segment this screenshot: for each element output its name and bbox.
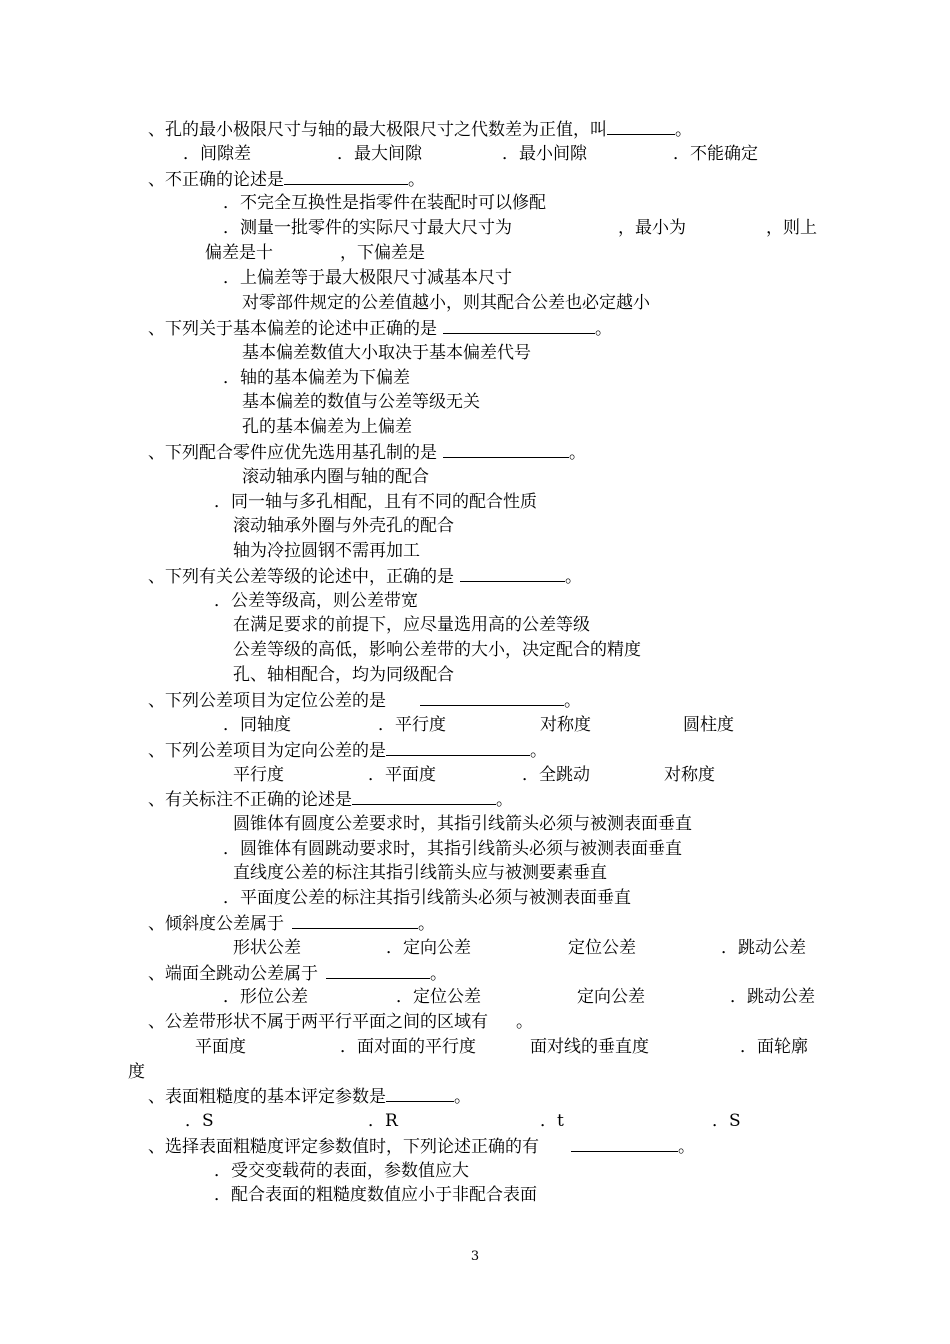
answer-blank (571, 1135, 678, 1152)
question-3: 、下列关于基本偏差的论述中正确的是 。 (148, 319, 612, 339)
page-number: 3 (470, 1249, 480, 1264)
option-c: 公差等级的高低，影响公差带的大小，决定配合的精度 (233, 640, 641, 660)
option-d-continued: 度 (128, 1062, 145, 1082)
option-d: 圆柱度 (683, 715, 734, 735)
question-stem: 、不正确的论述是 (148, 170, 284, 190)
option-a: ．形位公差 (223, 987, 308, 1007)
option-a: 圆锥体有圆度公差要求时，其指引线箭头必须与被测表面垂直 (233, 814, 692, 834)
option-b: ．同一轴与多孔相配，且有不同的配合性质 (214, 492, 537, 512)
question-8: 、有关标注不正确的论述是 。 (148, 790, 513, 810)
question-6: 、下列公差项目为定位公差的是 。 (148, 691, 581, 711)
option-d: 孔、轴相配合，均为同级配合 (233, 665, 454, 685)
question-4: 、下列配合零件应优先选用基孔制的是 。 (148, 443, 586, 463)
answer-blank (352, 788, 496, 805)
question-5: 、下列有关公差等级的论述中，正确的是 。 (148, 567, 582, 587)
question-7: 、下列公差项目为定向公差的是 。 (148, 741, 547, 761)
option-a: ．受交变载荷的表面，参数值应大 (214, 1161, 469, 1181)
option-a: 滚动轴承内圈与轴的配合 (242, 467, 429, 487)
option-a: ．同轴度 (223, 715, 291, 735)
question-stem: 、下列配合零件应优先选用基孔制的是 (148, 443, 437, 463)
option-c: 定向公差 (577, 987, 645, 1007)
option-a: 基本偏差数值大小取决于基本偏差代号 (242, 343, 531, 363)
question-stem: 、端面全跳动公差属于 (148, 964, 318, 984)
option-b: ．定向公差 (386, 938, 471, 958)
answer-blank (326, 962, 430, 979)
option-c: ．最小间隙 (502, 144, 587, 164)
option-b: ．轴的基本偏差为下偏差 (223, 368, 410, 388)
option-b: ．面对面的平行度 (340, 1037, 476, 1057)
option-d: 轴为冷拉圆钢不需再加工 (233, 541, 420, 561)
answer-blank (284, 168, 408, 185)
option-d: ．跳动公差 (721, 938, 806, 958)
option-c: 直线度公差的标注其指引线箭头应与被测要素垂直 (233, 863, 607, 883)
question-2: 、不正确的论述是 。 (148, 170, 425, 190)
question-stem: 、下列公差项目为定位公差的是 (148, 691, 386, 711)
question-stem: 、孔的最小极限尺寸与轴的最大极限尺寸之代数差为正值，叫 (148, 120, 607, 140)
question-11: 、公差带形状不属于两平行平面之间的区域有 。 (148, 1012, 533, 1032)
option-d: 对零部件规定的公差值越小，则其配合公差也必定越小 (242, 293, 650, 313)
question-stem: 、选择表面粗糙度评定参数值时，下列论述正确的有 (148, 1137, 539, 1157)
question-stem: 、有关标注不正确的论述是 (148, 790, 352, 810)
question-1: 、孔的最小极限尺寸与轴的最大极限尺寸之代数差为正值，叫 。 (148, 120, 692, 140)
option-b: ．圆锥体有圆跳动要求时，其指引线箭头必须与被测表面垂直 (223, 839, 682, 859)
answer-blank (607, 118, 675, 135)
option-b: ．最大间隙 (337, 144, 422, 164)
option-b-part: 偏差是十 (205, 243, 273, 263)
answer-blank (443, 317, 595, 334)
option-c: 基本偏差的数值与公差等级无关 (242, 392, 480, 412)
answer-blank (420, 689, 564, 706)
option-d: ．平面度公差的标注其指引线箭头必须与被测表面垂直 (223, 888, 631, 908)
option-c: 对称度 (540, 715, 591, 735)
option-c: ．t (540, 1111, 564, 1131)
option-d: ．跳动公差 (730, 987, 815, 1007)
option-b: ．配合表面的粗糙度数值应小于非配合表面 (214, 1185, 537, 1205)
option-d: ．不能确定 (673, 144, 758, 164)
option-c: 滚动轴承外圈与外壳孔的配合 (233, 516, 454, 536)
answer-blank (386, 739, 530, 756)
option-b-part: ，下偏差是 (340, 243, 425, 263)
option-b-part: ，则上 (766, 218, 817, 238)
answer-blank (292, 912, 418, 929)
option-b: ．平面度 (368, 765, 436, 785)
option-a: 平面度 (195, 1037, 246, 1057)
option-b: 在满足要求的前提下，应尽量选用高的公差等级 (233, 615, 590, 635)
option-d: ．S (712, 1111, 741, 1131)
answer-blank (443, 441, 569, 458)
option-c: 面对线的垂直度 (530, 1037, 649, 1057)
option-b: ．测量一批零件的实际尺寸最大尺寸为 (223, 218, 512, 238)
option-d: 对称度 (664, 765, 715, 785)
option-c: 定位公差 (568, 938, 636, 958)
question-stem: 、下列关于基本偏差的论述中正确的是 (148, 319, 437, 339)
option-d: ．面轮廓 (740, 1037, 808, 1057)
answer-blank (460, 565, 565, 582)
answer-blank (386, 1085, 454, 1102)
option-c: ．上偏差等于最大极限尺寸减基本尺寸 (223, 268, 512, 288)
option-b-part: ，最小为 (618, 218, 686, 238)
question-13: 、选择表面粗糙度评定参数值时，下列论述正确的有 。 (148, 1137, 695, 1157)
option-b: ．平行度 (378, 715, 446, 735)
question-9: 、倾斜度公差属于 。 (148, 914, 435, 934)
question-stem: 、下列有关公差等级的论述中，正确的是 (148, 567, 454, 587)
option-a: ．间隙差 (183, 144, 251, 164)
option-b: ．R (368, 1111, 398, 1131)
option-d: 孔的基本偏差为上偏差 (242, 417, 412, 437)
option-c: ．全跳动 (522, 765, 590, 785)
question-stem: 、公差带形状不属于两平行平面之间的区域有 (148, 1012, 488, 1032)
question-10: 、端面全跳动公差属于 。 (148, 964, 447, 984)
option-a: ．公差等级高，则公差带宽 (214, 591, 418, 611)
option-a: ．不完全互换性是指零件在装配时可以修配 (223, 193, 546, 213)
option-a: 平行度 (233, 765, 284, 785)
option-b: ．定位公差 (396, 987, 481, 1007)
question-stem: 、下列公差项目为定向公差的是 (148, 741, 386, 761)
question-stem: 、表面粗糙度的基本评定参数是 (148, 1087, 386, 1107)
option-a: 形状公差 (233, 938, 301, 958)
option-a: ．S (185, 1111, 214, 1131)
question-12: 、表面粗糙度的基本评定参数是 。 (148, 1087, 471, 1107)
question-stem: 、倾斜度公差属于 (148, 914, 284, 934)
